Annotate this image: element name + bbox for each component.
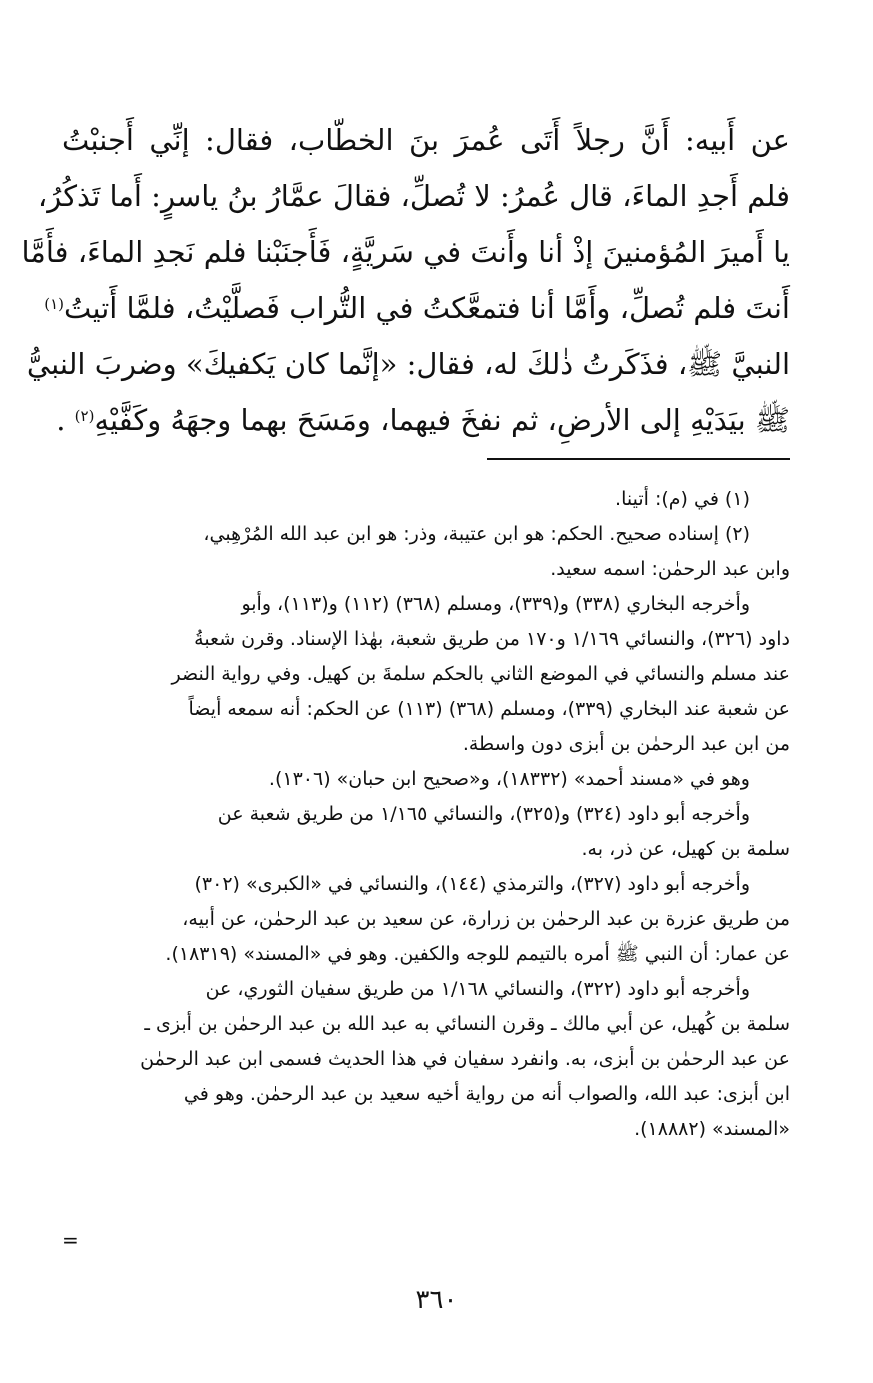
- para3-line-1: وأخرجه البخاري (٣٣٨) و(٣٣٩)، ومسلم (٣٦٨) (١١٢) و(١١٣)، وأبو: [241, 593, 750, 615]
- para6-line-1: وأخرجه أبو داود (٣٢٧)، والترمذي (١٤٤)، والنسائي في «الكبرى» (٣٠٢): [194, 873, 750, 895]
- para7-line-5: «المسند» (١٨٨٨٢).: [634, 1118, 790, 1140]
- main-line-2: فلم أَجدِ الماءَ، قال عُمرُ: لا تُصلِّ، فقالَ عمَّارُ بنُ ياسرٍ: أَما تَذكُرُ،: [37, 179, 790, 213]
- page-number: ٣٦٠: [415, 1285, 458, 1315]
- para7-line-4: ابن أبزى: عبد الله، والصواب أنه من رواية أخيه سعيد بن عبد الرحمٰن. وهو في: [183, 1083, 790, 1105]
- main-end-mark: .: [56, 403, 66, 437]
- footnote-1: (١) في (م): أتينا.: [615, 488, 750, 510]
- main-line-4: [44, 280, 790, 336]
- footnote-separator: [487, 458, 790, 460]
- footnote-paragraph-6: [62, 867, 790, 972]
- footnote-paragraph-5: [62, 797, 790, 867]
- para7-line-1: وأخرجه أبو داود (٣٢٢)، والنسائي ١/١٦٨ من طريق سفيان الثوري، عن: [205, 978, 750, 1000]
- footnote-marker-1: (١): [44, 295, 64, 313]
- para6-line-3: عن عمار: أن النبي ﷺ أمره بالتيمم للوجه والكفين. وهو في «المسند» (١٨٣١٩).: [165, 943, 790, 965]
- main-line-6: [56, 392, 790, 448]
- main-line-6-text: ﷺ بيَدَيْهِ إلى الأرضِ، ثم نفخَ فيهما، ومَسَحَ بهما وجهَهُ وكَفَّيْهِ: [94, 403, 790, 437]
- continuation-mark: =: [62, 1228, 79, 1252]
- para7-line-3: عن عبد الرحمٰن بن أبزى، به. وانفرد سفيان في هذا الحديث فسمى ابن عبد الرحمٰن: [140, 1048, 790, 1070]
- footnote-paragraph-7: [62, 972, 790, 1147]
- main-line-4-text: أَنتَ فلم تُصلِّ، وأَمَّا أنا فتمعَّكتُ في التُّراب فَصلَّيْتُ، فلمَّا أَتيتُ: [63, 291, 790, 325]
- para3-line-4: عن شعبة عند البخاري (٣٣٩)، ومسلم (٣٦٨) (١١٣) عن الحكم: أنه سمعه أيضاً: [188, 698, 790, 720]
- main-line-1: عن أَبيه: أَنَّ رجلاً أَتَى عُمرَ بنَ الخطّاب، فقال: إنِّي أَجنبْتُ: [62, 123, 790, 157]
- footnote-marker-2: (٢): [74, 407, 95, 425]
- main-line-5: النبيَّ ﷺ، فذَكَرتُ ذٰلكَ له، فقال: «إنَّما كان يَكفيكَ» وضربَ النبيُّ: [26, 347, 790, 381]
- footnote-2-line-1: (٢) إسناده صحيح. الحكم: هو ابن عتيبة، وذر: هو ابن عبد الله المُرْهِبي،: [203, 523, 750, 545]
- footnote-2-line-2: وابن عبد الرحمٰن: اسمه سعيد.: [550, 558, 790, 580]
- main-text: [21, 112, 790, 448]
- para5-line-1: وأخرجه أبو داود (٣٢٤) و(٣٢٥)، والنسائي ١/١٦٥ من طريق شعبة عن: [217, 803, 750, 825]
- para3-line-5: من ابن عبد الرحمٰن بن أبزى دون واسطة.: [462, 733, 790, 755]
- para3-line-2: داود (٣٢٦)، والنسائي ١/١٦٩ و١٧٠ من طريق شعبة، بهٰذا الإسناد. وقرن شعبةُ: [194, 628, 790, 650]
- para7-line-2: سلمة بن كُهيل، عن أبي مالك ـ وقرن النسائي به عبد الله بن عبد الرحمٰن بن أبزى ـ: [144, 1013, 790, 1035]
- footnote-2: [62, 517, 790, 587]
- para3-line-3: عند مسلم والنسائي في الموضع الثاني بالحكم سلمةَ بن كهيل. وفي رواية النضر: [171, 663, 790, 685]
- footnotes: [62, 482, 790, 1147]
- footnote-paragraph-4: وهو في «مسند أحمد» (١٨٣٣٢)، و«صحيح ابن حبان» (١٣٠٦).: [268, 768, 750, 790]
- main-line-3: يا أَميرَ المُؤمنينَ إذْ أنا وأَنتَ في سَريَّةٍ، فَأَجنَبْنا فلم نَجدِ الماءَ، فأَمَّا: [21, 235, 790, 269]
- para6-line-2: من طريق عزرة بن عبد الرحمٰن بن زرارة، عن سعيد بن عبد الرحمٰن، عن أبيه،: [182, 908, 790, 930]
- para5-line-2: سلمة بن كهيل، عن ذر، به.: [581, 838, 790, 860]
- footnote-paragraph-3: [62, 587, 790, 762]
